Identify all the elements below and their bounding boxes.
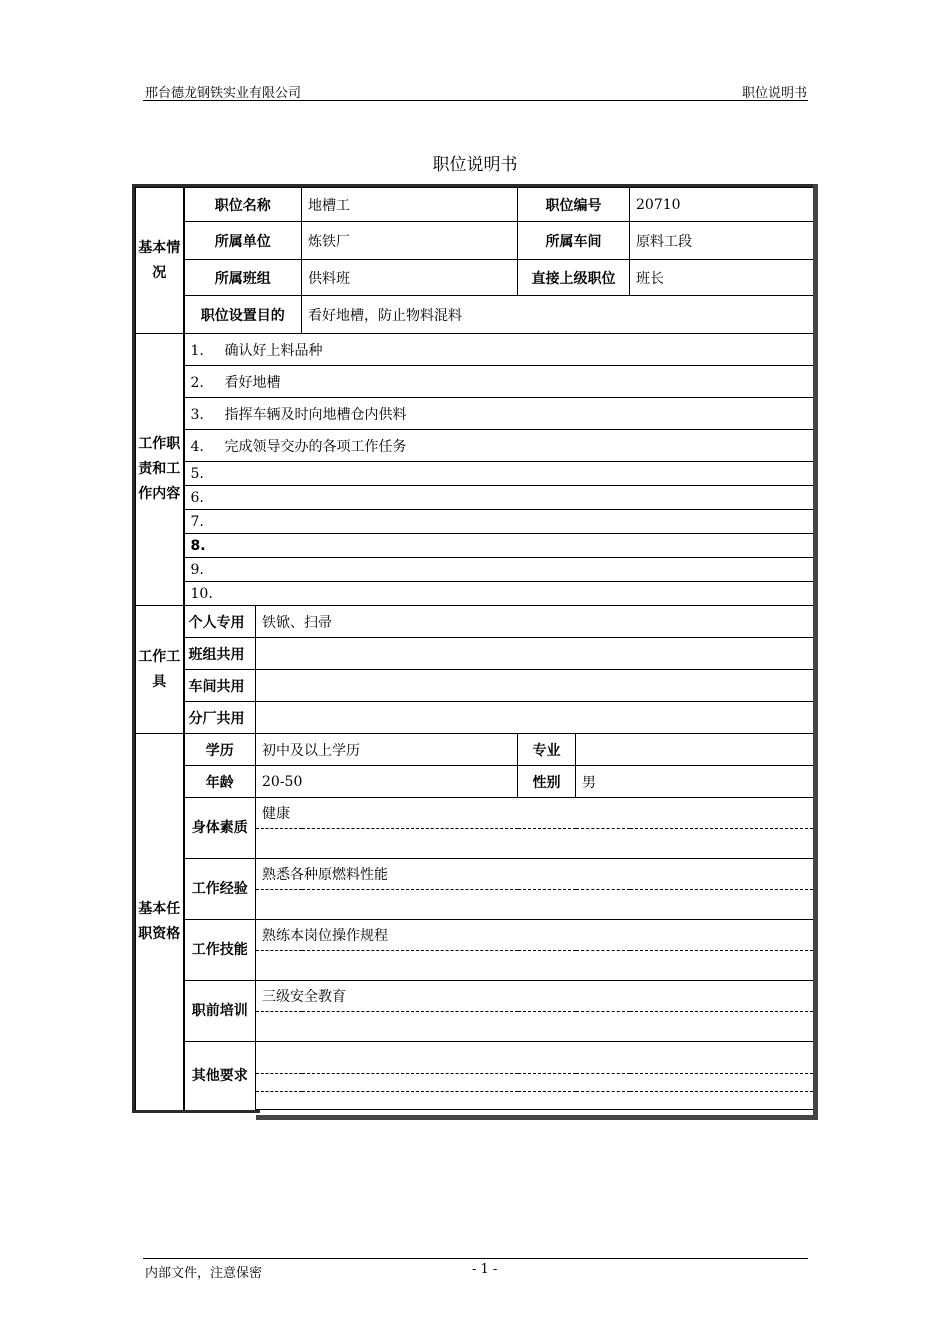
experience-label: 工作经验: [184, 859, 256, 920]
section-tools: 工作工具: [136, 606, 184, 734]
duty-item: [184, 366, 814, 398]
duty-item: [184, 398, 814, 430]
section-duties: 工作职责和工作内容: [136, 334, 184, 606]
duty-item: [184, 430, 814, 462]
experience-extra-line: [256, 890, 814, 920]
job-description-form: [132, 184, 818, 1120]
gender-label: 性别: [518, 766, 576, 798]
footer-page-number: - 1 -: [472, 1262, 498, 1277]
team-label: 所属班组: [184, 260, 302, 296]
duty-item: [184, 462, 814, 486]
form-table: [135, 187, 814, 1111]
duty-num: 7.: [190, 513, 204, 530]
duty-num: 10.: [190, 585, 213, 602]
section-qualifications: 基本任职资格: [136, 734, 184, 1111]
purpose-label: 职位设置目的: [184, 296, 302, 334]
tool-value: [256, 670, 814, 702]
duty-num: 4.: [190, 438, 204, 455]
section-basic: 基本情况: [136, 188, 184, 334]
health-value: 健康: [256, 798, 814, 829]
duty-num: 6.: [190, 489, 204, 506]
duty-item: [184, 582, 814, 606]
unit-value: 炼铁厂: [302, 222, 518, 260]
duty-item: [184, 486, 814, 510]
duty-num: 1.: [190, 342, 204, 359]
superior-label: 直接上级职位: [518, 260, 630, 296]
duty-item: [184, 510, 814, 534]
duty-item: [184, 534, 814, 558]
team-value: 供料班: [302, 260, 518, 296]
header-company: 邢台德龙钢铁实业有限公司: [145, 86, 302, 101]
gender-value: 男: [576, 766, 814, 798]
duty-num: 9.: [190, 561, 204, 578]
experience-value: 熟悉各种原燃料性能: [256, 859, 814, 890]
header-doc-type: 职位说明书: [741, 86, 807, 101]
training-label: 职前培训: [184, 981, 256, 1042]
skills-label: 工作技能: [184, 920, 256, 981]
other-end-line: [256, 1110, 814, 1111]
duty-item: [184, 334, 814, 366]
page-title: 职位说明书: [432, 155, 518, 175]
age-value: 20-50: [256, 766, 518, 798]
purpose-value: 看好地槽，防止物料混料: [302, 296, 814, 334]
other-extra-line: [256, 1074, 814, 1092]
tool-value: 铁锨、扫帚: [256, 606, 814, 638]
tool-label: 分厂共用: [184, 702, 256, 734]
education-value: 初中及以上学历: [256, 734, 518, 766]
skills-value: 熟练本岗位操作规程: [256, 920, 814, 951]
age-label: 年龄: [184, 766, 256, 798]
frame-right: [813, 184, 818, 1120]
duty-num: 2.: [190, 374, 204, 391]
training-value: 三级安全教育: [256, 981, 814, 1012]
job-code-value: 20710: [630, 188, 814, 222]
duty-text: 确认好上料品种: [224, 342, 323, 359]
frame-bottom-left: [132, 1110, 260, 1113]
duty-item: [184, 558, 814, 582]
duty-num: 3.: [190, 406, 204, 423]
training-extra-line: [256, 1012, 814, 1042]
footer-confidential: 内部文件，注意保密: [145, 1266, 263, 1281]
footer-divider: [143, 1258, 808, 1259]
job-name-value: 地槽工: [302, 188, 518, 222]
tool-label: 个人专用: [184, 606, 256, 638]
duty-num: 5.: [190, 465, 204, 482]
header-divider: [143, 100, 808, 101]
health-extra-line: [256, 829, 814, 859]
tool-value: [256, 702, 814, 734]
duty-text: 完成领导交办的各项工作任务: [224, 438, 407, 455]
job-name-label: 职位名称: [184, 188, 302, 222]
tool-label: 车间共用: [184, 670, 256, 702]
skills-extra-line: [256, 951, 814, 981]
tool-value: [256, 638, 814, 670]
job-code-label: 职位编号: [518, 188, 630, 222]
other-extra-line: [256, 1092, 814, 1110]
other-label: 其他要求: [184, 1042, 256, 1111]
major-label: 专业: [518, 734, 576, 766]
frame-bottom: [256, 1115, 818, 1120]
duty-text: 指挥车辆及时向地槽仓内供料: [224, 406, 407, 423]
education-label: 学历: [184, 734, 256, 766]
other-value: [256, 1042, 814, 1074]
superior-value: 班长: [630, 260, 814, 296]
unit-label: 所属单位: [184, 222, 302, 260]
tool-label: 班组共用: [184, 638, 256, 670]
health-label: 身体素质: [184, 798, 256, 859]
duty-text: 看好地槽: [224, 374, 281, 391]
workshop-label: 所属车间: [518, 222, 630, 260]
major-value: [576, 734, 814, 766]
duty-num: 8.: [190, 537, 206, 554]
workshop-value: 原料工段: [630, 222, 814, 260]
